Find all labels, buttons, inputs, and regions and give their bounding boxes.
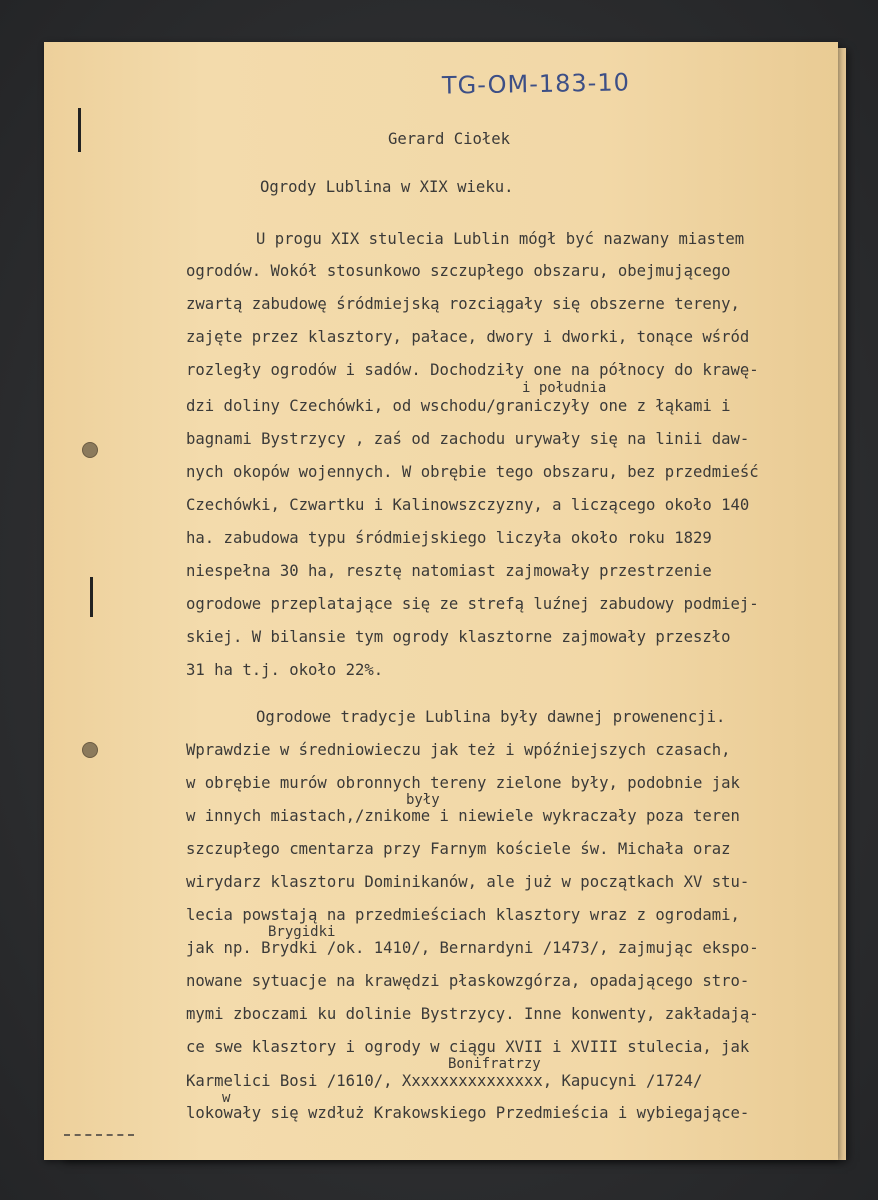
paragraph1-line: 31 ha t.j. około 22%.	[186, 661, 384, 679]
paragraph1-line: skiej. W bilansie tym ogrody klasztorne zajmowały przeszło	[186, 628, 731, 646]
paragraph1-line: rozległy ogrodów i sadów. Dochodziły one na północy do krawę-	[186, 361, 759, 379]
paragraph2-line: jak np. Brydki /ok. 1410/, Bernardyni /1473/, zajmując ekspo-	[186, 939, 759, 957]
paragraph2-line: lecia powstają na przedmieściach klasztory wraz z ogrodami,	[186, 906, 740, 924]
paragraph2-line: Wprawdzie w średniowieczu jak też i wpóźniejszych czasach,	[186, 741, 731, 759]
paragraph1-line: ogrodów. Wokół stosunkowo szczupłego obszaru, obejmującego	[186, 262, 731, 280]
handwritten-insert-w: w	[222, 1090, 231, 1106]
title: Ogrody Lublina w XIX wieku.	[260, 178, 514, 196]
paragraph2-line: Karmelici Bosi /1610/, Xxxxxxxxxxxxxxx, Kapucyni /1724/	[186, 1072, 703, 1090]
paragraph1-line: ogrodowe przeplatające się ze strefą luźnej zabudowy podmiej-	[186, 595, 759, 613]
binding-mark	[78, 108, 81, 152]
handwritten-insert-south: i południa	[522, 380, 607, 396]
paragraph2-line: w innych miastach,/znikome i niewiele wykraczały poza teren	[186, 807, 740, 825]
document-page	[44, 42, 838, 1160]
paragraph1-line: niespełna 30 ha, resztę natomiast zajmowały przestrzenie	[186, 562, 712, 580]
handwritten-insert-brygidki: Brygidki	[268, 924, 336, 940]
handwritten-insert-bonifratrzy: Bonifratrzy	[448, 1056, 541, 1072]
paragraph1-line: dzi doliny Czechówki, od wschodu/graniczyły one z łąkami i	[186, 397, 731, 415]
paragraph2-line: wirydarz klasztoru Dominikanów, ale już w początkach XV stu-	[186, 873, 750, 891]
paragraph1-line: Czechówki, Czwartku i Kalinowszczyzny, a liczącego około 140	[186, 496, 750, 514]
author: Gerard Ciołek	[388, 130, 511, 148]
paragraph2-line: szczupłego cmentarza przy Farnym kościele św. Michała oraz	[186, 840, 731, 858]
punch-hole	[82, 742, 98, 758]
handwritten-insert-byly: były	[406, 792, 440, 808]
paragraph1-line: bagnami Bystrzycy , zaś od zachodu urywały się na linii daw-	[186, 430, 750, 448]
typed-text	[186, 42, 838, 1122]
archive-signature: TG-OM-183-10	[441, 68, 631, 100]
paragraph2-line: mymi zboczami ku dolinie Bystrzycy. Inne konwenty, zakładają-	[186, 1005, 759, 1023]
paragraph2-line: ce swe klasztory i ogrody w ciągu XVII i XVIII stulecia, jak	[186, 1038, 750, 1056]
paragraph2-line: nowane sytuacje na krawędzi płaskowzgórza, opadającego stro-	[186, 972, 750, 990]
punch-hole	[82, 442, 98, 458]
paragraph2-line: Ogrodowe tradycje Lublina były dawnej prowenencji.	[256, 708, 726, 726]
paragraph2-line: lokowały się wzdłuż Krakowskiego Przedmieścia i wybiegające-	[186, 1104, 750, 1122]
binding-mark	[90, 577, 93, 617]
pencil-mark	[64, 1134, 134, 1136]
paragraph1-line: nych okopów wojennych. W obrębie tego obszaru, bez przedmieść	[186, 463, 759, 481]
paragraph2-line: w obrębie murów obronnych tereny zielone były, podobnie jak	[186, 774, 740, 792]
paragraph1-line: U progu XIX stulecia Lublin mógł być nazwany miastem	[256, 230, 745, 248]
paragraph1-line: zwartą zabudowę śródmiejską rozciągały się obszerne tereny,	[186, 295, 740, 313]
paragraph1-line: ha. zabudowa typu śródmiejskiego liczyła około roku 1829	[186, 529, 712, 547]
paragraph1-line: zajęte przez klasztory, pałace, dwory i dworki, tonące wśród	[186, 328, 750, 346]
